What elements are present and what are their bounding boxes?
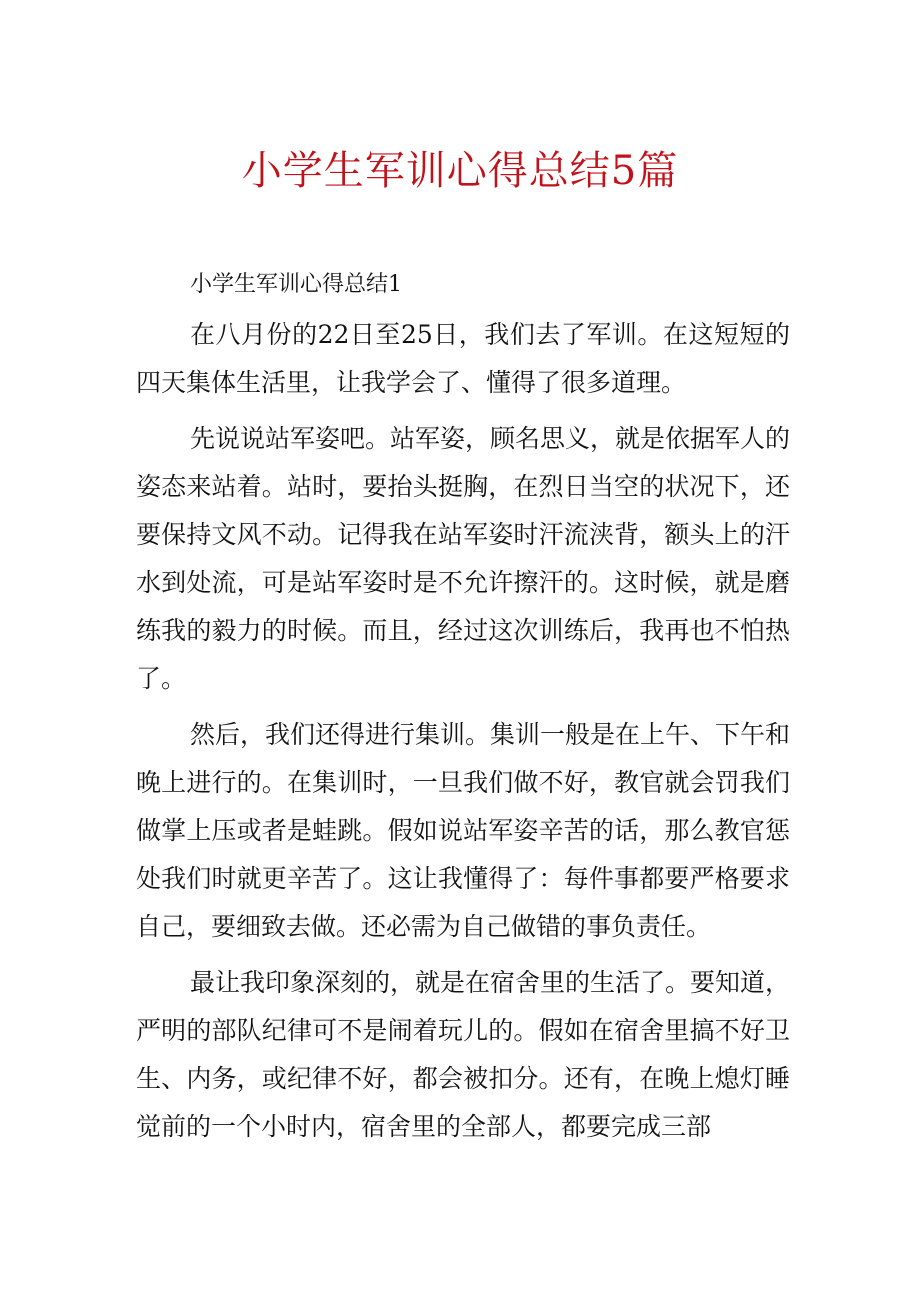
document-body <box>136 262 790 1159</box>
paragraph-2: 先说说站军姿吧。站军姿，顾名思义，就是依据军人的姿态来站着。站时，要抬头挺胸，在烈日当空的状况下，还要保持文风不动。记得我在站军姿时汗流浃背，额头上的汗水到处流，可是站军姿时是不允许擦汗的。这时候，就是磨练我的毅力的时候。而且，经过这次训练后，我再也不怕热了。 <box>136 424 791 693</box>
section-heading: 小学生军训心得总结1 <box>190 272 402 297</box>
paragraph-4: 最让我印象深刻的，就是在宿舍里的生活了。要知道，严明的部队纪律可不是闹着玩儿的。假如在宿舍里搞不好卫生、内务，或纪律不好，都会被扣分。还有，在晚上熄灯睡觉前的一个小时内，宿舍里的全部人，都要完成三部 <box>136 968 791 1141</box>
paragraph-3: 然后，我们还得进行集训。集训一般是在上午、下午和晚上进行的。在集训时，一旦我们做不好，教官就会罚我们做掌上压或者是蛙跳。假如说站军姿辛苦的话，那么教官惩处我们时就更辛苦了。这让我懂得了：每件事都要严格要求自己，要细致去做。还必需为自己做错的事负责任。 <box>136 720 791 941</box>
document-title: 小学生军训心得总结5篇 <box>241 148 679 194</box>
paragraph-1: 在八月份的22日至25日，我们去了军训。在这短短的四天集体生活里，让我学会了、懂得了很多道理。 <box>136 320 790 397</box>
